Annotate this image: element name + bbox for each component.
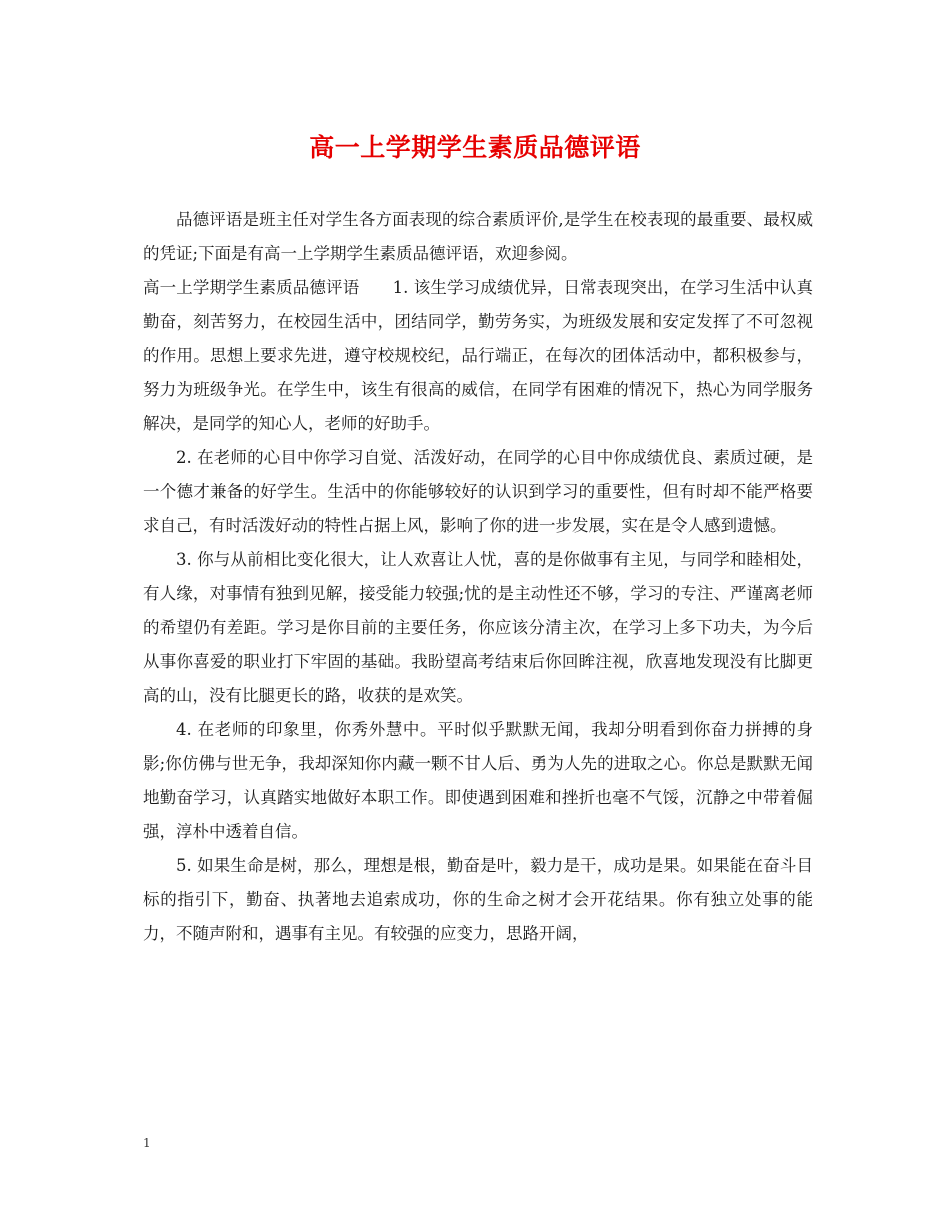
page-number: 1: [143, 1136, 151, 1150]
comment-paragraph-3: 3. 你与从前相比变化很大，让人欢喜让人忧，喜的是你做事有主见，与同学和睦相处，有人缘，对事情有独到见解，接受能力较强;忧的是主动性还不够，学习的专注、严谨离老师的希望仍有差距。学习是你目前的主要任务，你应该分清主次，在学习上多下功夫，为今后从事你喜爱的职业打下牢固的基础。我盼望高考结束后你回眸注视，欣喜地发现没有比脚更高的山，没有比腿更长的路，收获的是欢笑。: [143, 550, 813, 705]
comment-paragraph-4: 4. 在老师的印象里，你秀外慧中。平时似乎默默无闻，我却分明看到你奋力拼搏的身影;你仿佛与世无争，我却深知你内藏一颗不甘人后、勇为人先的进取之心。你总是默默无闻地勤奋学习，认真踏实地做好本职工作。即使遇到困难和挫折也毫不气馁，沉静之中带着倔强，淳朴中透着自信。: [143, 720, 813, 841]
intro-paragraph: 品德评语是班主任对学生各方面表现的综合素质评价,是学生在校表现的最重要、最权威的凭证;下面是有高一上学期学生素质品德评语，欢迎参阅。: [143, 210, 813, 263]
comment-paragraph-5: 5. 如果生命是树，那么，理想是根，勤奋是叶，毅力是干，成功是果。如果能在奋斗目标的指引下，勤奋、执著地去追索成功，你的生命之树才会开花结果。你有独立处事的能力，不随声附和，遇事有主见。有较强的应变力，思路开阔，: [143, 856, 813, 943]
comment-paragraph-1: 高一上学期学生素质品德评语 1. 该生学习成绩优异，日常表现突出，在学习生活中认真勤奋，刻苦努力，在校园生活中，团结同学，勤劳务实，为班级发展和安定发挥了不可忽视的作用。思想上要求先进，遵守校规校纪，品行端正，在每次的团体活动中，都积极参与，努力为班级争光。在学生中，该生有很高的威信，在同学有困难的情况下，热心为同学服务解决，是同学的知心人，老师的好助手。: [143, 278, 813, 433]
comment-paragraph-2: 2. 在老师的心目中你学习自觉、活泼好动，在同学的心目中你成绩优良、素质过硬，是一个德才兼备的好学生。生活中的你能够较好的认识到学习的重要性，但有时却不能严格要求自己，有时活泼好动的特性占据上风，影响了你的进一步发展，实在是令人感到遗憾。: [143, 448, 813, 535]
document-body: [143, 203, 813, 951]
document-title: 高一上学期学生素质品德评语: [309, 133, 641, 162]
